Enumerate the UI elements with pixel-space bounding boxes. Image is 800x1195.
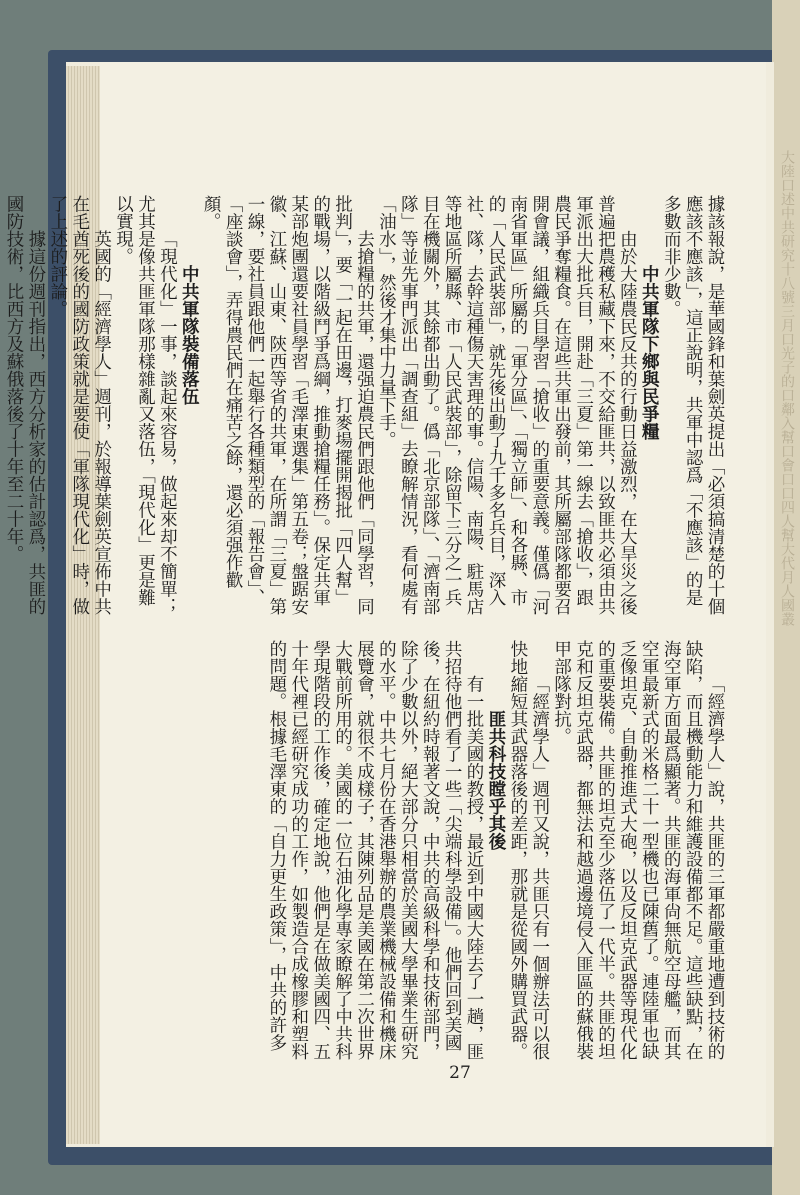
adjacent-page-edge bbox=[772, 0, 800, 1195]
paragraph: 「經濟學人」週刊又說，共匪只有一個辦法可以很快地縮短其武器落後的差距，那就是從國外購買武器。 bbox=[507, 640, 550, 1060]
paragraph: 據該報說，是華國鋒和葉劍英提出「必須搞清楚的十個應該不應該」，這正說明，共軍中認爲「不應該」的是多數而非少數。 bbox=[661, 195, 725, 615]
paragraph: 有一批美國的教授，最近到中國大陸去了一趟，匪共招待他們看了一些「尖端科學設備」。他們回到美國後，在紐約時報著文說，中共的高級科學和技術部門，除了少數以外，絕大部分只相當於美國大學畢業生研究的水平。中共七月份在香港舉辦的農業機械設備和機床展覽會，就很不成樣子，其陳列品是美國在第二次世界大戰前所用的。美國的一位石油化學專家瞭解了中共科學現階段的工作後，確定地說，他們是在做美國四、五十年代裡已經研究成功的工作，如製造合成橡膠和塑料的問題。根據毛澤東的「自力更生政策」，中共的許多 bbox=[266, 640, 485, 1060]
section-heading: 中共軍隊裝備落伍 bbox=[179, 265, 200, 405]
paragraph: 由於大陸農民反共的行動日益激烈，在大旱災之後普遍把農穫私藏下來，不交給匪共，以致匪共必須由共軍派出大批兵目，開赴「三夏」第一線去「搶收」，跟農民爭奪糧食。在這些共軍出發前，其所屬部隊都要召開會議，組織兵目學習「搶收」的重要意義。僅僞「河南省軍區」所屬的「軍分區」、「獨立師」、和各縣、市的「人民武裝部」，就先後出動了九千多名兵目，深入社、隊，去幹這種傷天害理的事。信陽、南陽、駐馬店等地區所屬縣、市「人民武裝部」，除留下三分之一兵目在機關外，其餘都出動了。僞「北京部隊」、「濟南部隊」等並先事門派出「調查組」去瞭解情況，看何處有「油水」，然後才集中力量下手。 bbox=[376, 195, 638, 615]
lower-text-block bbox=[160, 640, 725, 1060]
page-number: 27 bbox=[449, 1063, 471, 1083]
section-heading: 匪共科技瞠乎其後 bbox=[485, 710, 506, 850]
adjacent-page-text: 大陸口述中共研究十八號三月口光子的口鄰入幫口會口口四人幫大代月人國叢 bbox=[779, 150, 795, 626]
paragraph: 「經濟學人」說，共匪的三軍都嚴重地遭到技術的缺陷，而且機動能力和維護設備都不足。這些缺點，在海空軍方面最爲顯著。共匪的海軍尙無航空母艦，而其空軍最新式的米格二十一型機也已陳舊了。連陸軍也缺乏像坦克、自動推進式大砲，以及反坦克武器等現代化的重要裝備。共匪的坦克至少落伍了一代半。共匪的坦克和反坦克武器，都無法和越過邊境侵入匪區的蘇俄裝甲部隊對抗。 bbox=[551, 640, 725, 1060]
paragraph: 去搶糧的共軍，還强迫農民們跟他們「同學習，同批判」，要「一起在田邊，打麥場擺開揭批「四人幫」的戰場，以階級鬥爭爲綱，推動搶糧任務」。保定共軍某部炮團還要社員學習「毛澤東選集」第五卷；盤踞安徽、江蘇、山東、陝西等省的共軍，在所謂「三夏」第一線，要社員跟他們一起舉行各種類型的「報告會」、「座談會」，弄得農民們在痛苦之餘，還必須强作歡顏。 bbox=[201, 195, 375, 615]
upper-text-block bbox=[4, 195, 725, 615]
paragraph: 英國的「經濟學人」週刊，於報導葉劍英宣佈中共在毛酋死後的國防政策就是要使「軍隊現代化」時，做了上述的評論。 bbox=[47, 195, 112, 615]
paragraph: 「現代化」一事，談起來容易，做起來却不簡單；尤其是像共匪軍隊那樣雜亂又落伍，「現代化」更是難以實現。 bbox=[113, 195, 178, 615]
paragraph: 據這份週刊指出，西方分析家的估計認爲，共匪的國防技術，比西方及蘇俄落後了十年至二十年。 bbox=[4, 195, 46, 615]
section-heading: 中共軍隊下鄉與民爭糧 bbox=[639, 265, 660, 440]
